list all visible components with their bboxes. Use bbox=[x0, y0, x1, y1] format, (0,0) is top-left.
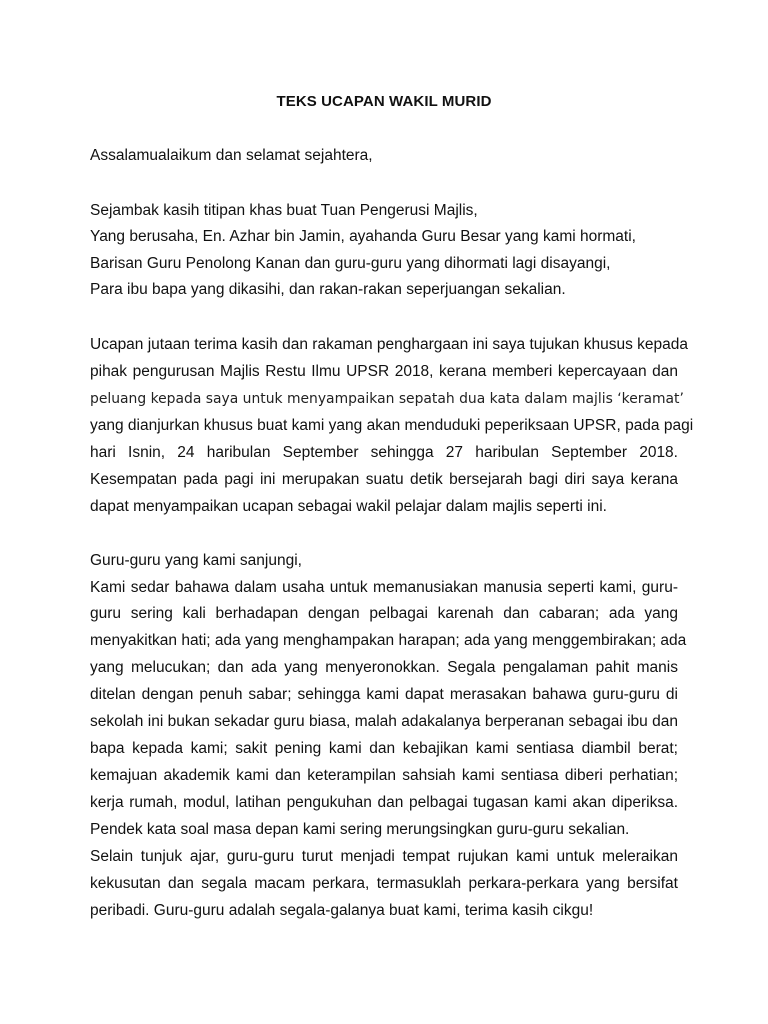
paragraph-2-line: Pendek kata soal masa depan kami sering merungsingkan guru-guru sekalian. bbox=[90, 821, 630, 838]
paragraph-2-line: bapa kepada kami; sakit pening kami dan kebajikan kami sentiasa diambil berat; bbox=[90, 740, 678, 757]
paragraph-3-line: peribadi. Guru-guru adalah segala-galanya buat kami, terima kasih cikgu! bbox=[90, 902, 594, 919]
paragraph-3-line: kekusutan dan segala macam perkara, termasuklah perkara-perkara yang bersifat bbox=[90, 875, 678, 892]
paragraph-2-line: kerja rumah, modul, latihan pengukuhan dan pelbagai tugasan kami akan diperiksa. bbox=[90, 794, 678, 811]
paragraph-2-line: kemajuan akademik kami dan keterampilan sahsiah kami sentiasa diberi perhatian; bbox=[90, 767, 678, 784]
document-title: TEKS UCAPAN WAKIL MURID bbox=[276, 93, 492, 110]
paragraph-1-line: pihak pengurusan Majlis Restu Ilmu UPSR 2018, kerana memberi kepercayaan dan bbox=[90, 363, 678, 380]
address-line: Sejambak kasih titipan khas buat Tuan Pengerusi Majlis, bbox=[90, 202, 478, 219]
paragraph-2-line: yang melucukan; dan ada yang menyeronokkan. Segala pengalaman pahit manis bbox=[90, 659, 678, 676]
paragraph-1-line: dapat menyampaikan ucapan sebagai wakil pelajar dalam majlis seperti ini. bbox=[90, 498, 607, 515]
paragraph-1-line: peluang kepada saya untuk menyampaikan sepatah dua kata dalam majlis ‘keramat’ bbox=[90, 391, 684, 407]
address-line: Yang berusaha, En. Azhar bin Jamin, ayahanda Guru Besar yang kami hormati, bbox=[90, 228, 636, 245]
document-page bbox=[90, 0, 694, 1024]
paragraph-2-line: Kami sedar bahawa dalam usaha untuk memanusiakan manusia seperti kami, guru- bbox=[90, 579, 678, 596]
paragraph-3-line: Selain tunjuk ajar, guru-guru turut menjadi tempat rujukan kami untuk meleraikan bbox=[90, 848, 678, 865]
paragraph-2-line: guru sering kali berhadapan dengan pelbagai karenah dan cabaran; ada yang bbox=[90, 605, 678, 622]
address-line: Para ibu bapa yang dikasihi, dan rakan-rakan seperjuangan sekalian. bbox=[90, 281, 566, 298]
paragraph-2-line: sekolah ini bukan sekadar guru biasa, malah adakalanya berperanan sebagai ibu dan bbox=[90, 713, 678, 730]
paragraph-1-line: Kesempatan pada pagi ini merupakan suatu detik bersejarah bagi diri saya kerana bbox=[90, 471, 678, 488]
greeting-line: Assalamualaikum dan selamat sejahtera, bbox=[90, 147, 373, 164]
paragraph-1-line: yang dianjurkan khusus buat kami yang akan menduduki peperiksaan UPSR, pada pagi bbox=[90, 417, 694, 434]
address-line: Barisan Guru Penolong Kanan dan guru-guru yang dihormati lagi disayangi, bbox=[90, 255, 611, 272]
paragraph-2-line: menyakitkan hati; ada yang menghampakan harapan; ada yang menggembirakan; ada bbox=[90, 632, 687, 649]
paragraph-2-line: ditelan dengan penuh sabar; sehingga kami dapat merasakan bahawa guru-guru di bbox=[90, 686, 678, 703]
paragraph-1-line: hari Isnin, 24 haribulan September sehingga 27 haribulan September 2018. bbox=[90, 444, 678, 461]
salutation-line: Guru-guru yang kami sanjungi, bbox=[90, 552, 302, 569]
paragraph-1-line: Ucapan jutaan terima kasih dan rakaman penghargaan ini saya tujukan khusus kepada bbox=[90, 336, 688, 353]
